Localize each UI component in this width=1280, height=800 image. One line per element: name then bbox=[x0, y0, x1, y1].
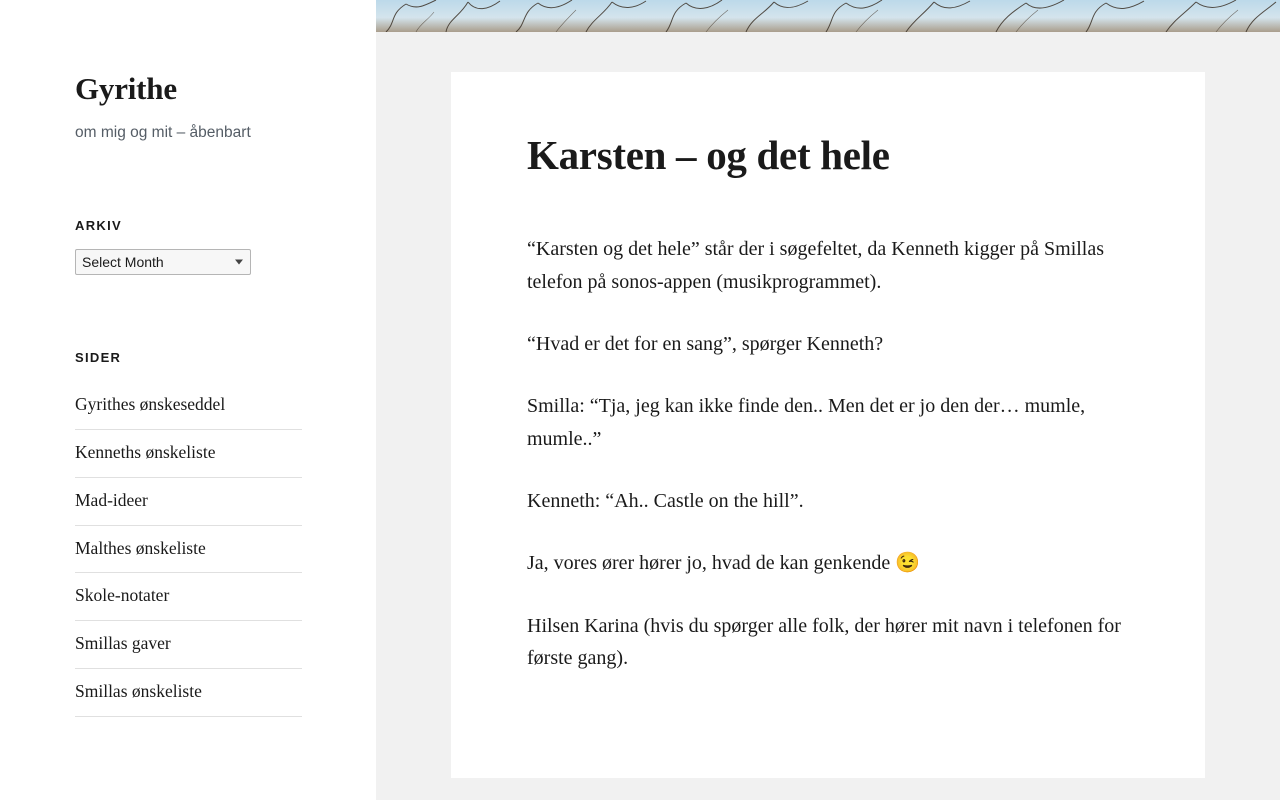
post-body bbox=[527, 233, 1129, 675]
pages-list bbox=[75, 381, 302, 716]
site-description: om mig og mit – åbenbart bbox=[75, 124, 251, 142]
list-item bbox=[75, 381, 302, 430]
list-item bbox=[75, 430, 302, 478]
list-item bbox=[75, 526, 302, 574]
post-paragraph: Kenneth: “Ah.. Castle on the hill”. bbox=[527, 490, 804, 513]
list-item bbox=[75, 669, 302, 717]
post-paragraph: Ja, vores ører hører jo, hvad de kan genkende 😉 bbox=[527, 552, 921, 575]
page-title: Karsten – og det hele bbox=[527, 132, 890, 178]
sidebar-item-mad-ideer[interactable]: Mad-ideer bbox=[75, 489, 148, 510]
sidebar bbox=[0, 0, 376, 800]
sidebar-item-gyrithes-onskeseddel[interactable]: Gyrithes ønskeseddel bbox=[75, 394, 226, 415]
post bbox=[451, 72, 1205, 675]
header-image bbox=[376, 0, 1280, 32]
archive-month-select[interactable] bbox=[75, 249, 251, 275]
post-paragraph: “Hvad er det for en sang”, spørger Kenneth? bbox=[527, 332, 884, 355]
list-item bbox=[75, 573, 302, 621]
sidebar-item-skole-notater[interactable]: Skole-notater bbox=[75, 585, 170, 606]
archive-select-wrapper bbox=[75, 249, 251, 275]
list-item bbox=[75, 621, 302, 669]
sidebar-item-smillas-onskeliste[interactable]: Smillas ønskeliste bbox=[75, 680, 202, 701]
archive-widget bbox=[75, 218, 336, 275]
site-title[interactable]: Gyrithe bbox=[75, 71, 177, 106]
bare-branches-illustration bbox=[376, 0, 1280, 32]
sidebar-item-kenneths-onskeliste[interactable]: Kenneths ønskeliste bbox=[75, 442, 216, 463]
post-card bbox=[451, 72, 1205, 778]
sidebar-item-smillas-gaver[interactable]: Smillas gaver bbox=[75, 633, 171, 654]
main-content bbox=[376, 0, 1280, 800]
pages-widget bbox=[75, 350, 336, 716]
list-item bbox=[75, 478, 302, 526]
post-paragraph: “Karsten og det hele” står der i søgefeltet, da Kenneth kigger på Smillas telefon på sonos-appen (musikprogrammet). bbox=[527, 238, 1105, 293]
sidebar-item-malthes-onskeliste[interactable]: Malthes ønskeliste bbox=[75, 537, 206, 558]
post-paragraph: Hilsen Karina (hvis du spørger alle folk, der hører mit navn i telefonen for første gang). bbox=[527, 614, 1121, 670]
pages-widget-title: SIDER bbox=[75, 350, 122, 366]
post-paragraph: Smilla: “Tja, jeg kan ikke finde den.. Men det er jo den der… mumle, mumle..” bbox=[527, 395, 1086, 450]
archive-widget-title: ARKIV bbox=[75, 218, 122, 234]
